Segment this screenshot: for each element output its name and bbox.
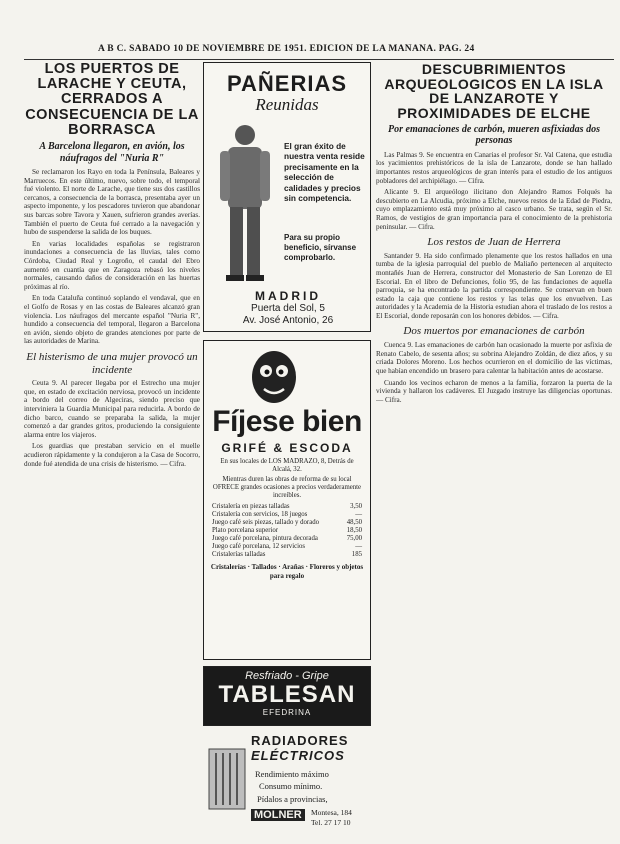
price-row: Cristalería con servicios, 18 juegos — [212, 511, 362, 518]
right-paragraph-1: Las Palmas 9. Se encuentra en Canarias el profesor Sr. Val Catena, que estudia los yacimientos prehistóricos de la isla de Lanzarote, donde se han hallado importantes restos arqueológicos de gran interés para el estudio de los antiguos pobladores del archipiélago. — Cifra. [376, 150, 612, 185]
price-row: Juego café porcelana, pintura decorada 75,00 [212, 535, 362, 542]
masthead-rule [24, 59, 614, 60]
tablesan-ad [203, 666, 371, 726]
panerias-city: MADRID [255, 289, 321, 303]
price-row: Juego café porcelana, 12 servicios — [212, 543, 362, 550]
tablesan-bottom: EFEDRINA [262, 708, 312, 717]
fijese-bien-title: Fíjese bien [212, 405, 362, 438]
molner-address: Montesa, 184 [311, 808, 352, 817]
right-section-heading-1: Los restos de Juan de Herrera [427, 236, 561, 249]
left-subhead: A Barcelona llegaron, en avión, los náufragos del "Nuria R" [39, 141, 185, 164]
right-paragraph-4: Cuenca 9. Las emanaciones de carbón han ocasionado la muerte por asfixia de Renato Cabelo, de sesenta años; su sobrina Alejandro Zoldán, de diez años, y su criada Dolores Moreno. Los hechos ocurrieron en el domicilio de las víctimas, que habían encendido un brasero para calentar la habitación antes de acostarse. [376, 341, 612, 375]
radiadores-title-1: RADIADORES [251, 733, 349, 748]
left-paragraph-1: Se reclamaron los Rayo en toda la Península, Baleares y Marruecos. En este último, nuevo, sobre todo, el temporal fué violento. El norte de Larache, que tiene sus dos castillos cercanos, a consecuencia de la borrasca, presentaba ayer un aspecto imponente, y los pescadores tuvieron que abandonar sus barcas sobre Tavora y Xauen, sufrieron grandes averías. También el puerto de Ceuta fué cerrado a la navegación y hubo de suspenderse la salida de los buques. [24, 168, 200, 237]
left-paragraph-3: En toda Cataluña continuó soplando el vendaval, que en el Golfo de Rosas y en las costas de Baleares alcanzó gran violencia. Los náufragos del mercante español "Nuria R", hundido a consecuencia del temporal, llegaron a Barcelona en avión, siendo objeto de grandes atenciones por parte de las autoridades de Marina. [24, 294, 200, 346]
left-paragraph-5: Los guardias que prestaban servicio en el muelle acudieron rápidamente y la condujeron a la Casa de Socorro, donde fué atendida de una crisis de histerismo. — Cifra. [24, 442, 200, 468]
panerias-ad [203, 62, 371, 332]
grife-price-list [212, 503, 362, 559]
tablesan-brand: TABLESAN [218, 681, 356, 708]
molner-phone: Tel. 27 17 10 [311, 818, 351, 827]
left-column [24, 62, 200, 842]
middle-column [203, 62, 371, 842]
radiadores-line-1: Rendimiento máximo [255, 769, 329, 779]
radiadores-title-2: ELÉCTRICOS [251, 748, 345, 763]
grife-intro: En sus locales de LOS MADRAZO, 8, Detrás de Alcalá, 32. [220, 458, 354, 473]
man-figure-illustration [210, 121, 280, 286]
left-paragraph-2: En varias localidades españolas se registraron inundaciones a consecuencia de las lluvias, tales como Córdoba, Ciudad Real y Logroño, el caudal del Ebro aumentó en cuantía que en Zaragoza rebasó los niveles normales, causando daños de consideración en las huertas próximas al río. [24, 239, 200, 291]
left-headline: LOS PUERTOS DE LARACHE Y CEUTA, CERRADOS A CONSECUENCIA DE LA BORRASCA [25, 62, 199, 138]
right-paragraph-5: Cuando los vecinos echaron de menos a la familia, forzaron la puerta de la vivienda y hallaron los cadáveres. El Juzgado instruye las diligencias oportunas. — Cifra. [376, 378, 612, 404]
page-masthead: A B C. SABADO 10 DE NOVIEMBRE DE 1951. EDICION DE LA MAÑANA. PAG. 24 [98, 44, 475, 54]
left-paragraph-4: Ceuta 9. Al parecer llegaba por el Estrecho una mujer que, en estado de excitación nerviosa, provocó un incidente a bordo del correo de Algeciras, siendo preciso que interviniera la Guardia Municipal para reducirla. A bordo de dicho barco, cuando se preparaba la salida, la mujer comenzó a dar grandes gritos, produciendo la consiguiente alarma entre los viajeros. [24, 379, 200, 439]
right-paragraph-2: Alicante 9. El arqueólogo ilicitano don Alejandro Ramos Folqués ha descubierto en La Alcudia, próximo a Elche, nuevos restos de la Edad de Piedra, cuyo emplazamiento está muy próximo al casco urbano. Se trata, según el Sr. Ramos, de vestigios de gran importancia para el conocimiento de la prehistoria peninsular. — Cifra. [376, 188, 612, 231]
left-section-heading: El histerismo de una mujer provocó un incidente [26, 350, 198, 376]
price-row: Cristalerías talladas 185 [212, 551, 362, 558]
grife-escoda-brand: GRIFÉ & ESCODA [221, 441, 353, 455]
mascot-illustration [244, 345, 304, 415]
radiator-illustration [207, 745, 247, 815]
price-row: Juego café seis piezas, tallado y dorado 48,50 [212, 519, 362, 526]
radiadores-line-2: Consumo mínimo. [259, 781, 323, 791]
right-headline: DESCUBRIMIENTOS ARQUEOLOGICOS EN LA ISLA DE LANZAROTE Y PROXIMIDADES DE ELCHE [384, 62, 604, 122]
grife-footer: Cristalerías · Tallados · Arañas · Floreros y objetos para regalo [210, 563, 364, 580]
radiadores-ad [203, 731, 371, 841]
grife-escoda-ad [203, 340, 371, 660]
panerias-text: El gran éxito de nuestra venta reside precisamente en la selección de calidades y precios sin competencia. [284, 141, 365, 204]
right-subhead: Por emanaciones de carbón, mueren asfixiadas dos personas [388, 123, 600, 147]
right-column [376, 62, 612, 842]
tablesan-top: Resfriado - Gripe [245, 670, 329, 682]
price-row: Plato porcelana superior 18,50 [212, 527, 362, 534]
right-section-heading-2: Dos muertos por emanaciones de carbón [403, 325, 585, 338]
panerias-subtitle: Reunidas [255, 95, 319, 114]
panerias-text-2: Para su propio beneficio, sírvanse comprobarlo. [284, 233, 357, 262]
grife-intro-2: Mientras duren las obras de reforma de su local OFRECE grandes ocasiones a precios verdaderamente increíbles. [212, 476, 362, 499]
radiadores-line-3: Pídalos a provincias, [257, 794, 328, 804]
right-paragraph-3: Santander 9. Ha sido confirmado plenamente que los restos hallados en una tumba de la iglesia parroquial del pueblo de Maliaño pertenecen al arquitecto montañés Juan de Herrera, constructor del Monasterio de San Lorenzo de El Escorial. En el libro de Defunciones, folio 95, de las fundaciones de aquella parroquia, se ha encontrado la partida correspondiente. Se conservan en buen estado la caja que contiene los restos y las telas que los envuelven. Las autoridades y la Academia de la Historia estudian ahora el traslado de los restos a El Escorial, donde reposarán con los honores debidos. — Cifra. [376, 251, 612, 320]
price-row: Cristalería en piezas talladas 3,50 [212, 503, 362, 510]
panerias-title: PAÑERIAS [226, 71, 348, 96]
panerias-address-2: Av. José Antonio, 26 [242, 315, 334, 326]
panerias-address-1: Puerta del Sol, 5 [251, 303, 325, 314]
molner-brand: MOLNER [251, 809, 305, 821]
